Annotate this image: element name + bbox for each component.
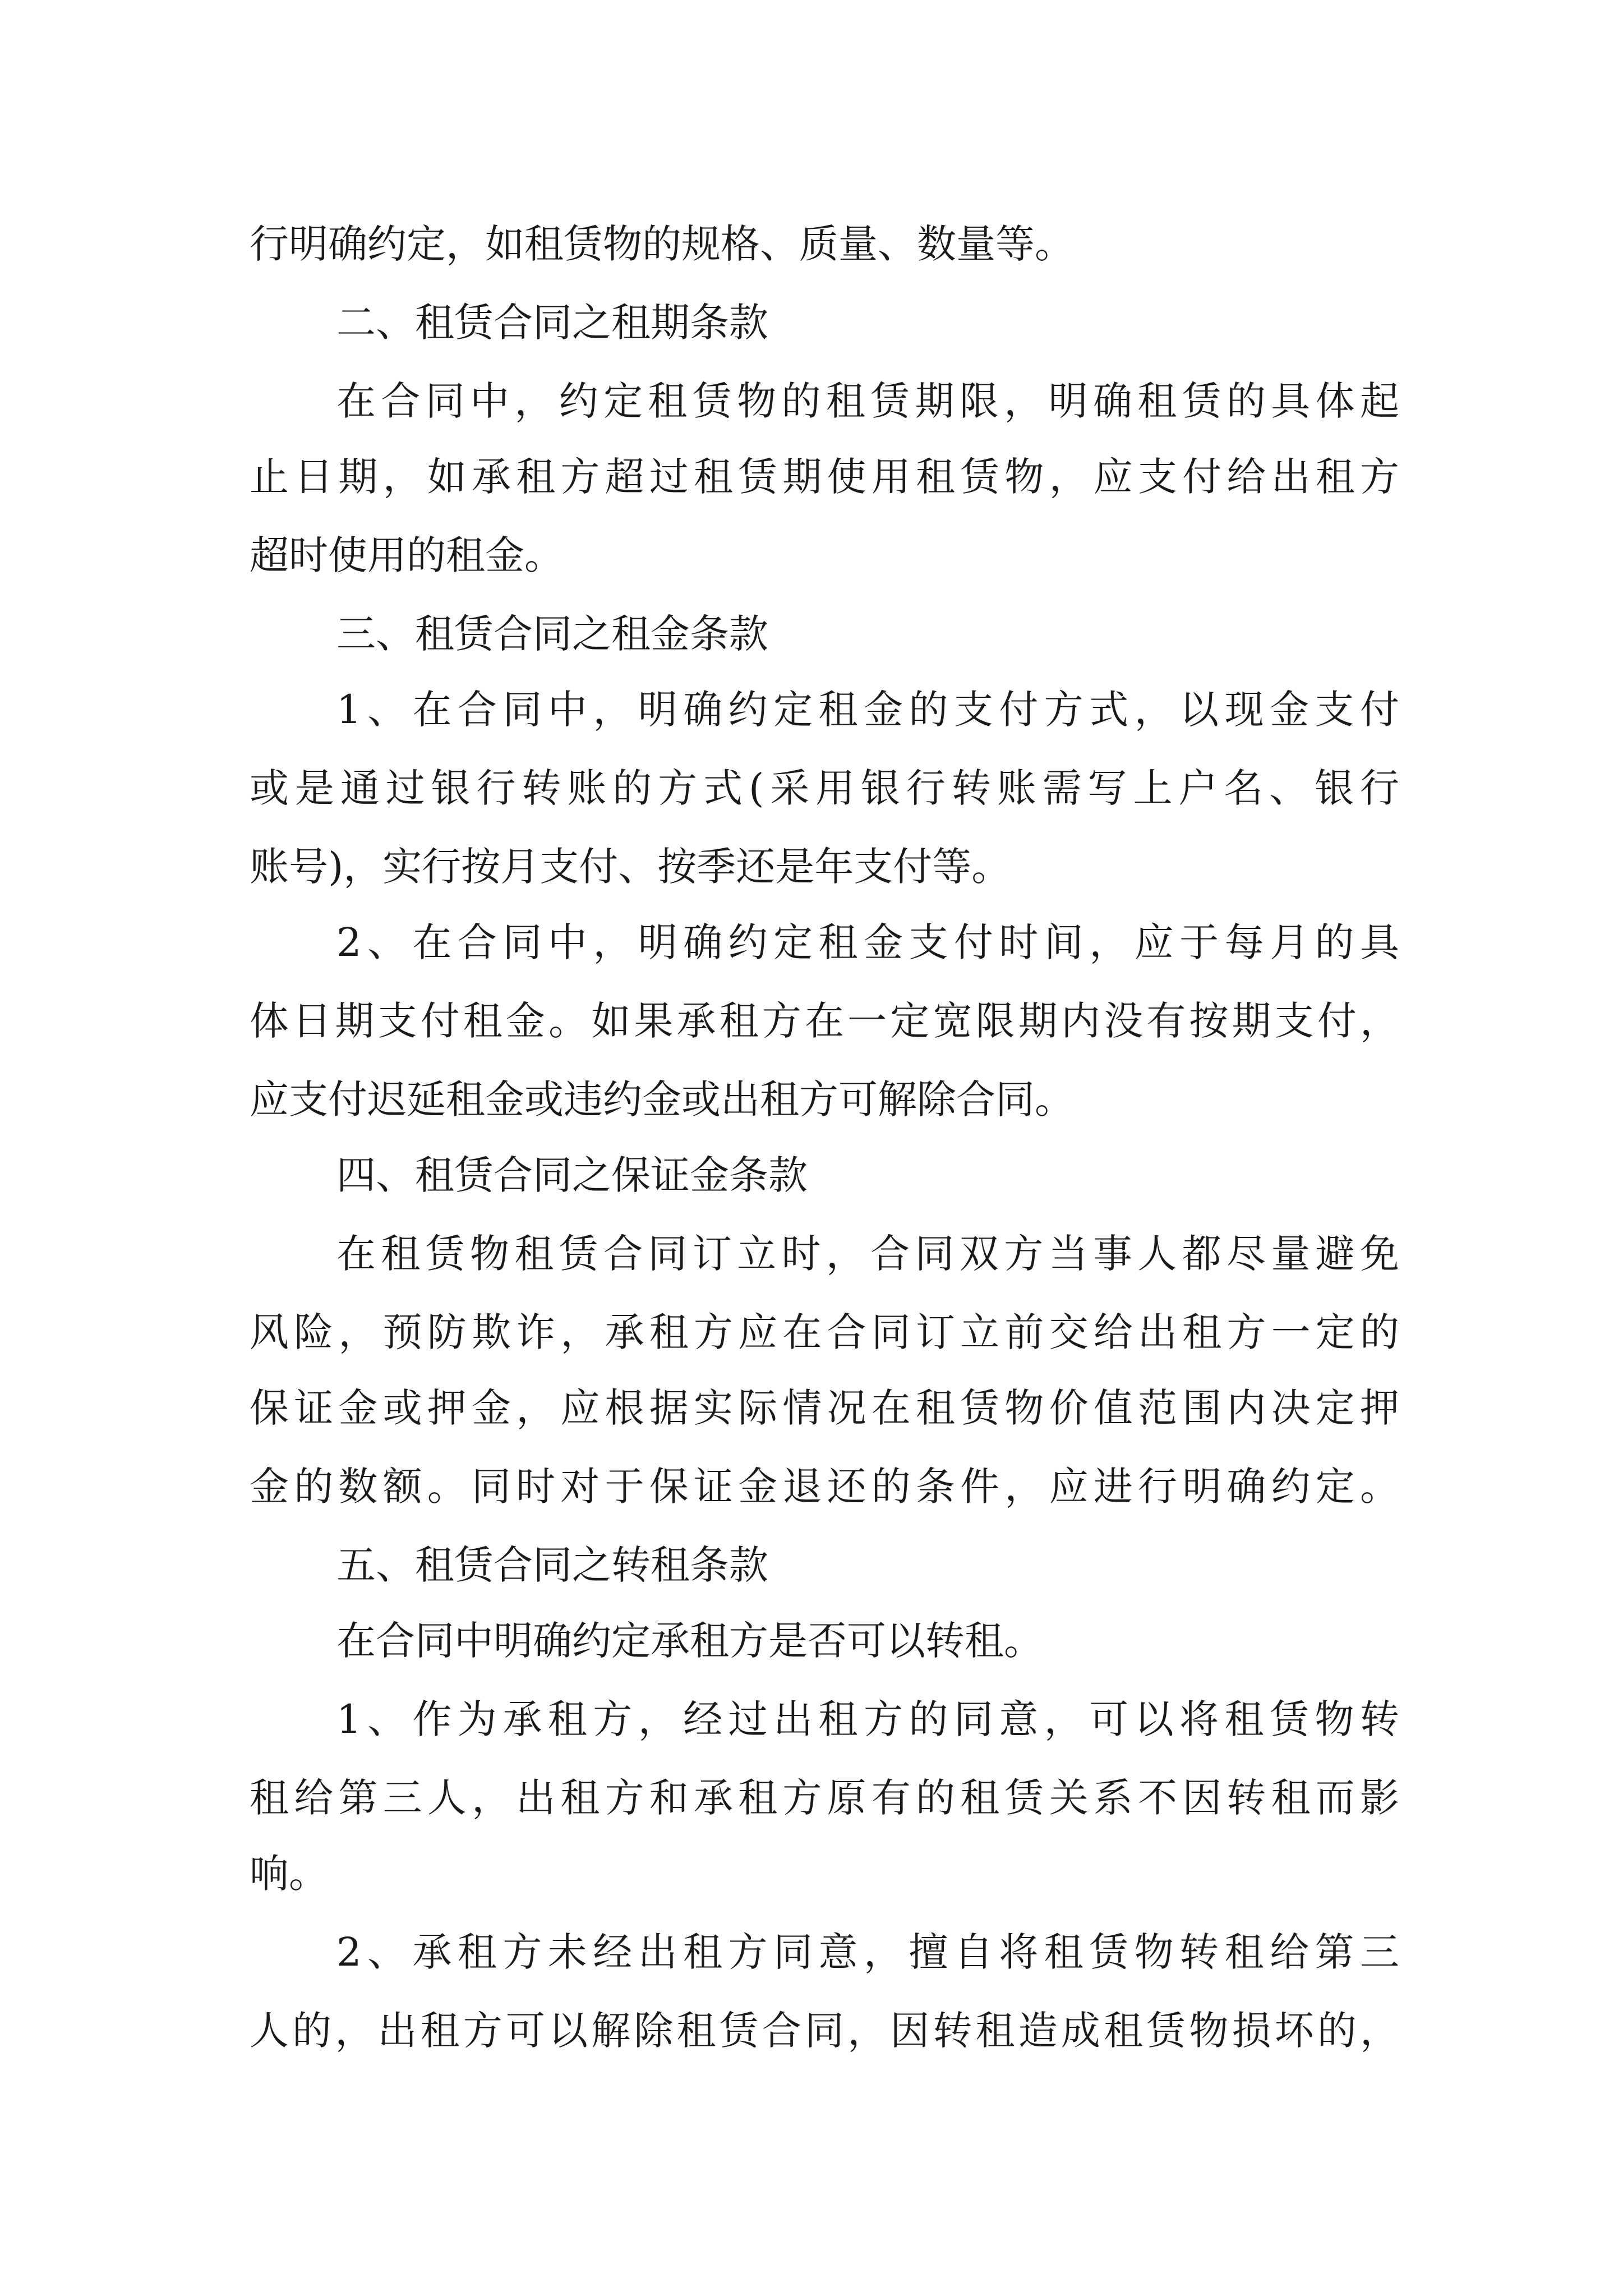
text-line-5: 超时使用的租金。 bbox=[250, 532, 564, 578]
section-heading-3: 三、租赁合同之租金条款 bbox=[336, 611, 768, 657]
text-line-14: 在租赁物租赁合同订立时，合同双方当事人都尽量避免 bbox=[336, 1231, 1399, 1277]
text-line-12: 应支付迟延租金或违约金或出租方可解除合同。 bbox=[250, 1076, 1074, 1122]
text-line-1: 行明确约定，如租赁物的规格、质量、数量等。 bbox=[250, 221, 1074, 267]
text-line-24: 人的，出租方可以解除租赁合同，因转租造成租赁物损坏的， bbox=[250, 2008, 1399, 2054]
section-heading-4: 四、租赁合同之保证金条款 bbox=[336, 1152, 808, 1198]
text-line-22: 响。 bbox=[250, 1851, 328, 1897]
text-line-16: 保证金或押金，应根据实际情况在租赁物价值范围内决定押 bbox=[250, 1385, 1399, 1431]
section-heading-2: 二、租赁合同之租期条款 bbox=[336, 300, 768, 346]
text-line-23: 2、承租方未经出租方同意，擅自将租赁物转租给第三 bbox=[336, 1929, 1399, 1975]
text-line-21: 租给第三人，出租方和承租方原有的租赁关系不因转租而影 bbox=[250, 1775, 1399, 1821]
text-line-15: 风险，预防欺诈，承租方应在合同订立前交给出租方一定的 bbox=[250, 1309, 1399, 1355]
text-line-10: 2、在合同中，明确约定租金支付时间，应于每月的具 bbox=[336, 919, 1399, 965]
text-line-9: 账号)，实行按月支付、按季还是年支付等。 bbox=[250, 844, 1011, 890]
text-line-20: 1、作为承租方，经过出租方的同意，可以将租赁物转 bbox=[336, 1696, 1399, 1742]
text-line-11: 体日期支付租金。如果承租方在一定宽限期内没有按期支付， bbox=[250, 998, 1399, 1044]
text-line-17: 金的数额。同时对于保证金退还的条件，应进行明确约定。 bbox=[250, 1464, 1399, 1510]
text-line-4: 止日期，如承租方超过租赁期使用租赁物，应支付给出租方 bbox=[250, 454, 1399, 500]
section-heading-5: 五、租赁合同之转租条款 bbox=[336, 1542, 768, 1588]
text-line-7: 1、在合同中，明确约定租金的支付方式，以现金支付 bbox=[336, 687, 1399, 733]
text-line-19: 在合同中明确约定承租方是否可以转租。 bbox=[336, 1618, 1043, 1664]
text-line-3: 在合同中，约定租赁物的租赁期限，明确租赁的具体起 bbox=[336, 378, 1399, 424]
text-line-8: 或是通过银行转账的方式(采用银行转账需写上户名、银行 bbox=[250, 765, 1399, 811]
